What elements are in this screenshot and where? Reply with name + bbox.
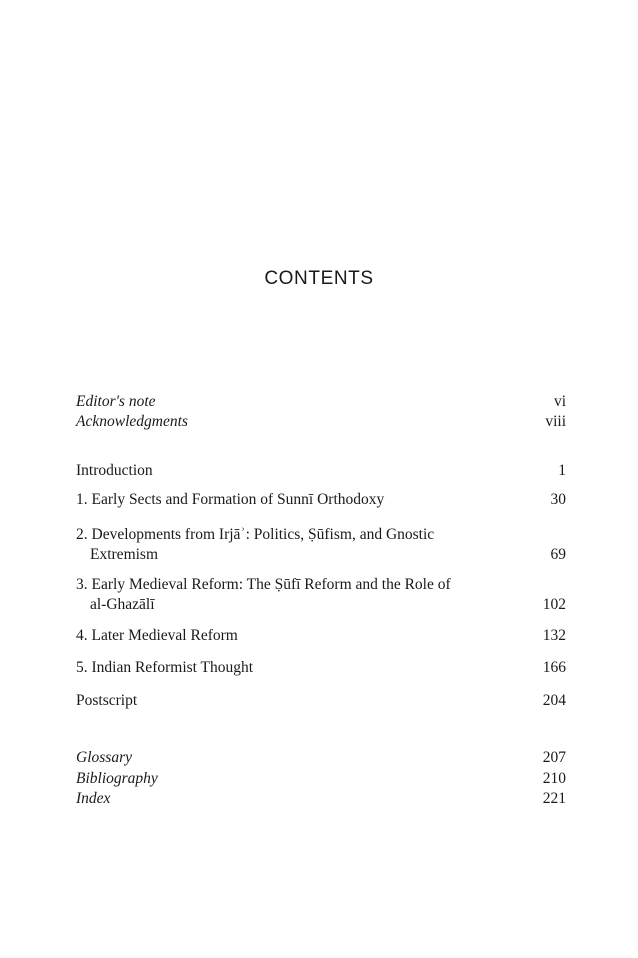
toc-entry-title-line1: 2. Developments from Irjāʾ: Politics, Ṣūfism, and Gnostic [76, 526, 435, 543]
toc-entry-page: viii [545, 413, 566, 430]
toc-entry-page: 30 [550, 491, 566, 508]
toc-entry-page: vi [553, 393, 566, 410]
toc-entry-title: 5. Indian Reformist Thought [76, 659, 254, 676]
toc-entry-editors-note[interactable] [76, 392, 566, 412]
page-title: CONTENTS [264, 268, 374, 289]
toc-entry-chapter-5[interactable] [76, 658, 566, 678]
toc-entry-title: 1. Early Sects and Formation of Sunnī Orthodoxy [76, 491, 385, 508]
toc-entry-title: Bibliography [76, 770, 158, 787]
toc-entry-title-line2: Extremism [90, 546, 159, 563]
toc-entry-page: 102 [542, 596, 566, 613]
toc-entry-bibliography[interactable] [76, 769, 566, 789]
toc-entry-acknowledgments[interactable] [76, 412, 566, 432]
toc-entry-page: 1 [558, 462, 566, 479]
toc-entry-title: Editor's note [76, 393, 156, 410]
toc-entry-title: Introduction [76, 462, 153, 479]
toc-entry-title: Index [76, 790, 111, 807]
toc-entry-page: 166 [542, 659, 566, 676]
toc-entry-postscript[interactable] [76, 691, 566, 711]
toc-entry-title: Acknowledgments [76, 413, 188, 430]
toc-entry-page: 69 [550, 546, 566, 563]
toc-entry-introduction[interactable] [76, 461, 566, 481]
toc-entry-chapter-1[interactable] [76, 490, 566, 510]
toc-entry-chapter-3[interactable] [76, 575, 566, 615]
toc-entry-chapter-4[interactable] [76, 626, 566, 646]
toc-entry-title: Glossary [76, 749, 132, 766]
toc-entry-index[interactable] [76, 789, 566, 809]
toc-entry-glossary[interactable] [76, 748, 566, 768]
toc-entry-title-line2: al-Ghazālī [90, 596, 155, 613]
toc-entry-chapter-2[interactable] [76, 525, 566, 565]
toc-entry-page: 207 [542, 749, 566, 766]
toc-entry-title: 4. Later Medieval Reform [76, 627, 238, 644]
toc-entry-page: 221 [542, 790, 566, 807]
toc-entry-title-line1: 3. Early Medieval Reform: The Ṣūfī Reform and the Role of [76, 576, 451, 593]
toc-entry-page: 210 [542, 770, 566, 787]
toc-entry-title: Postscript [76, 692, 138, 709]
toc-entry-page: 132 [542, 627, 566, 644]
toc-entry-page: 204 [542, 692, 566, 709]
